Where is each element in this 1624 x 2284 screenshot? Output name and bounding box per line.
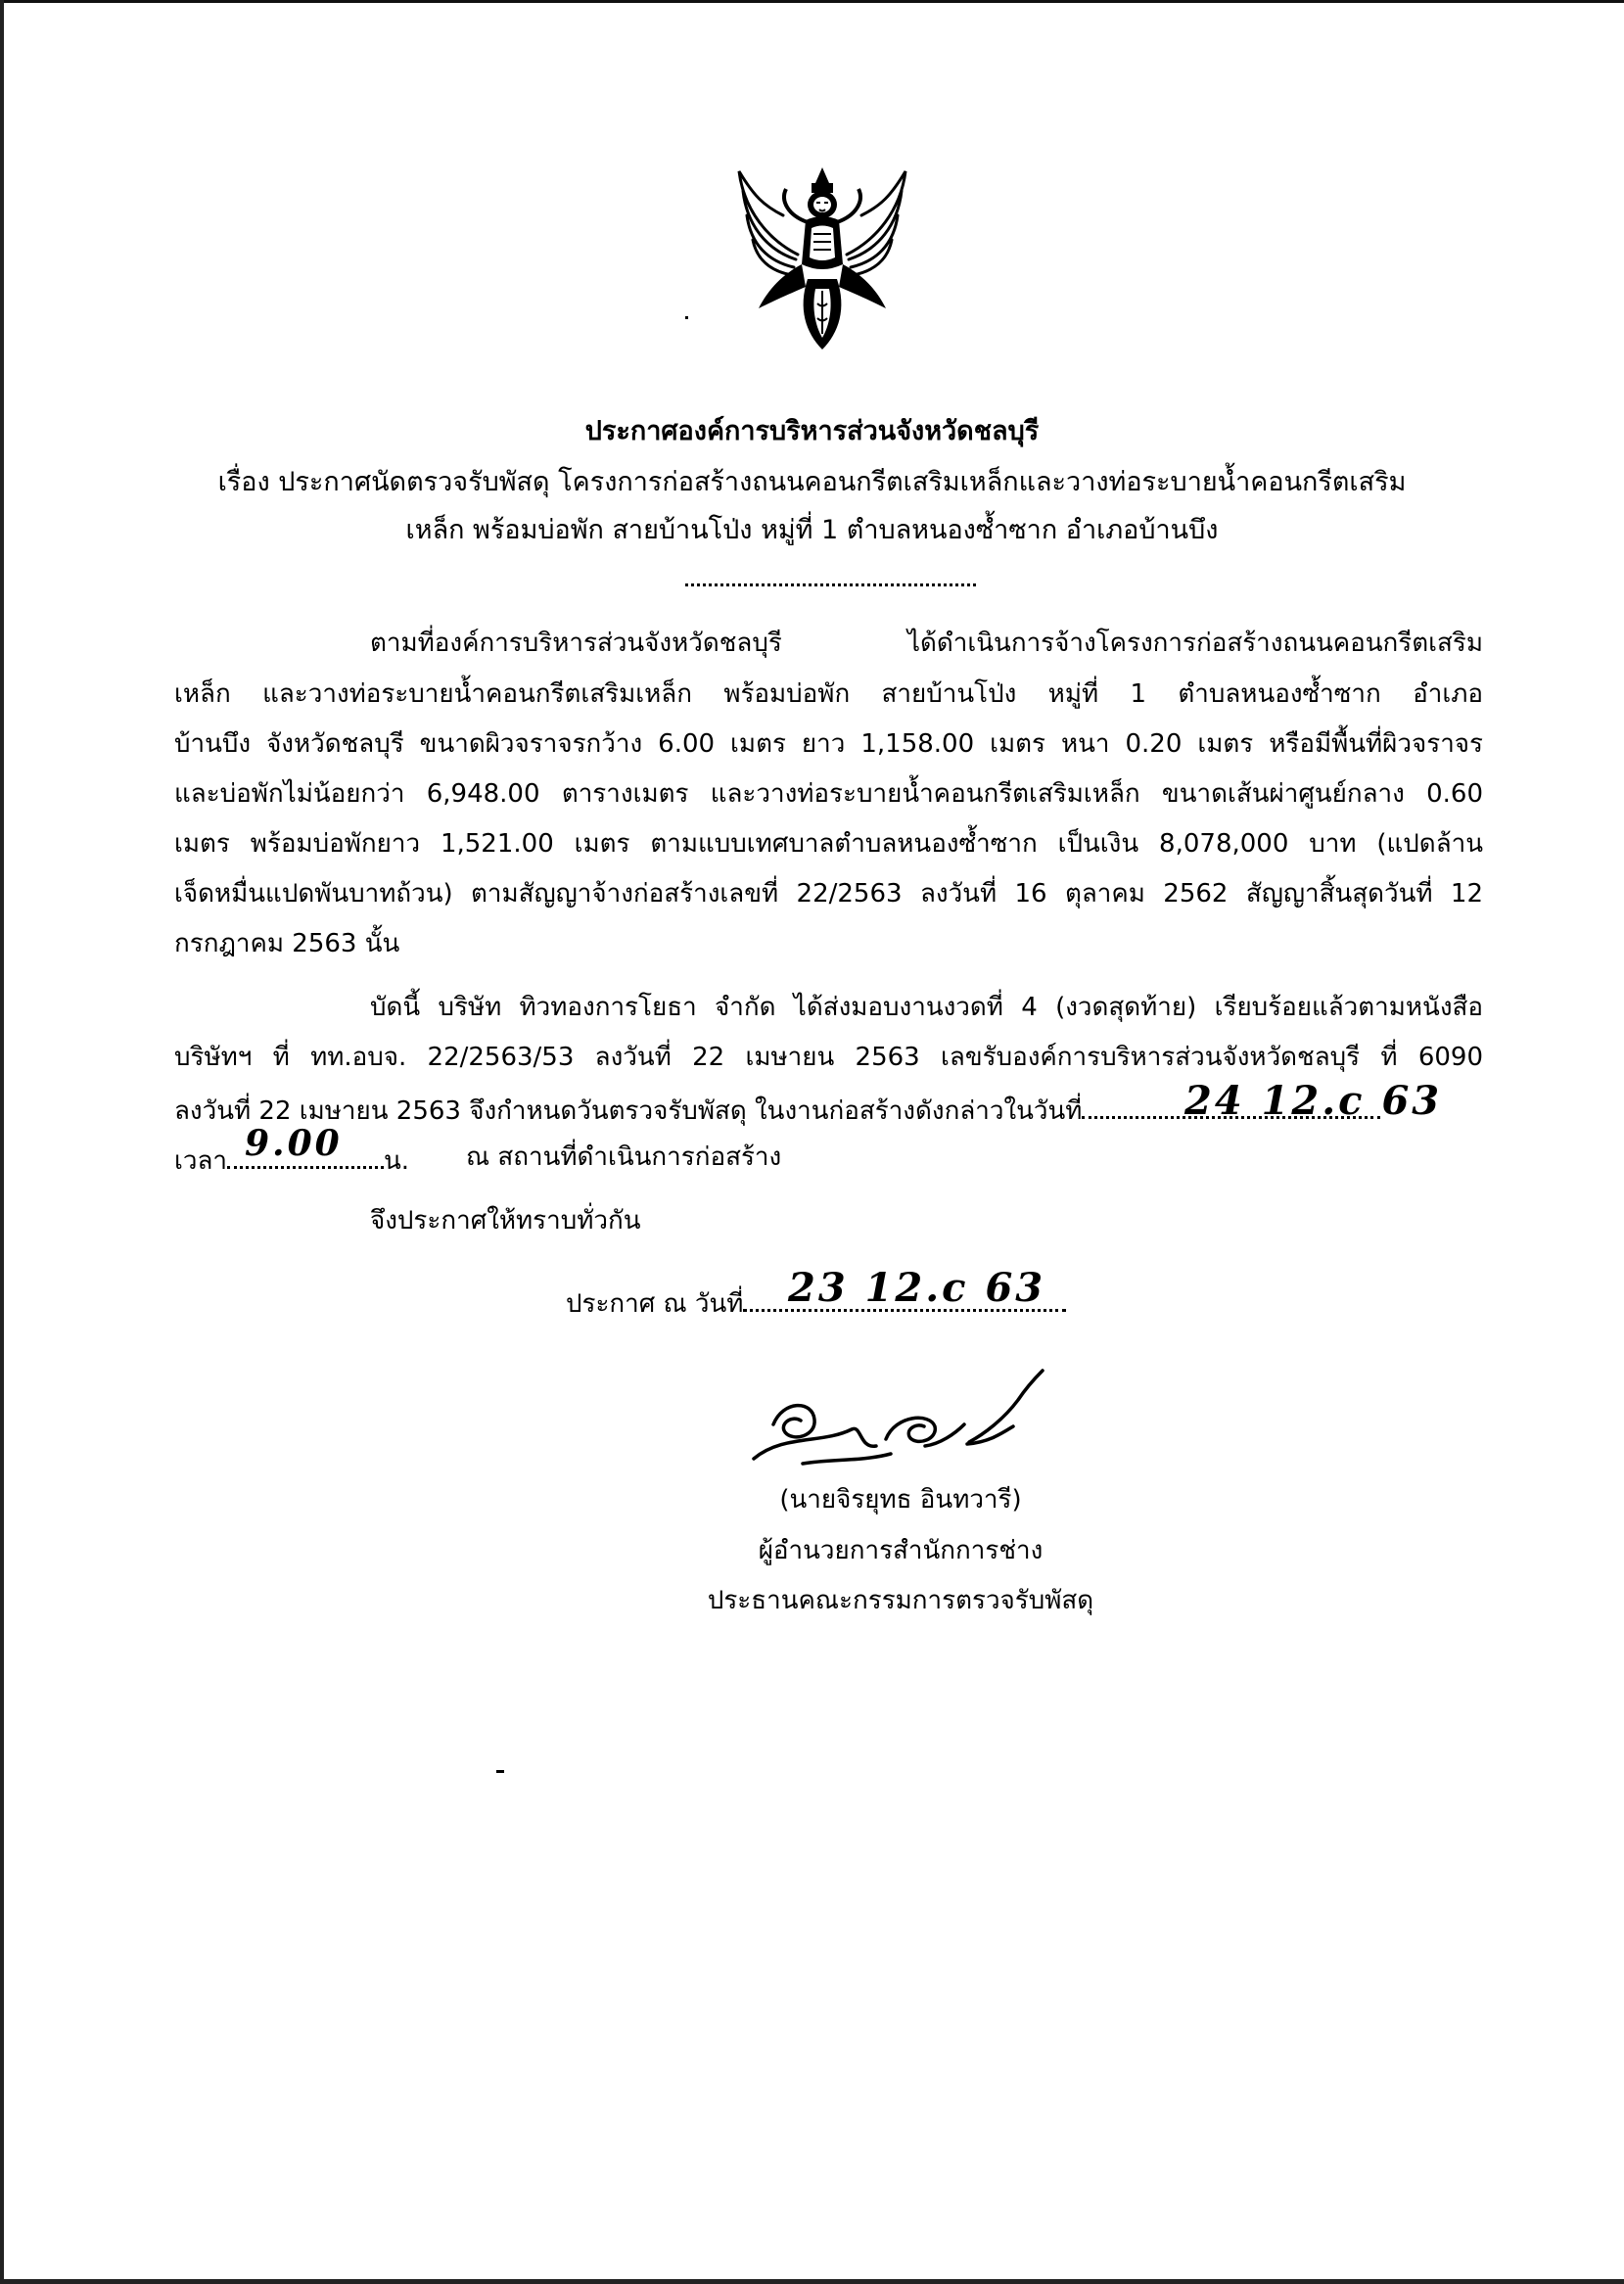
paragraph-line: บัดนี้ บริษัท ทิวทองการโยธา จำกัด ได้ส่งมอบงานงวดที่ 4 (งวดสุดท้าย) เรียบร้อยแล้วตามหนังสือ — [370, 993, 1483, 1022]
scan-speck — [685, 316, 688, 319]
handwritten-signature-icon — [744, 1366, 1067, 1483]
time-suffix: น. — [384, 1146, 410, 1176]
closing-text: จึงประกาศให้ทราบทั่วกัน — [370, 1206, 641, 1235]
garuda-emblem-icon — [729, 162, 915, 352]
paragraph-line: บ้านบึง จังหวัดชลบุรี ขนาดผิวจราจรกว้าง 6.00 เมตร ยาว 1,158.00 เมตร หนา 0.20 เมตร หรือมีพื้นที่ผิวจราจร — [174, 729, 1483, 759]
scan-speck — [496, 1770, 504, 1773]
subject-line: เหล็ก พร้อมบ่อพัก สายบ้านโป่ง หมู่ที่ 1 ตำบลหนองซ้ำซาก อำเภอบ้านบึง — [405, 515, 1219, 545]
paragraph-line: กรกฎาคม 2563 นั้น — [174, 929, 400, 958]
signatory-role: ประธานคณะกรรมการตรวจรับพัสดุ — [707, 1586, 1094, 1615]
signatory-name: (นายจิรยุทธ อินทวารี) — [779, 1485, 1022, 1515]
scan-edge-top — [0, 0, 1624, 3]
signatory-position: ผู้อำนวยการสำนักการช่าง — [758, 1536, 1044, 1565]
announcement-title: ประกาศองค์การบริหารส่วนจังหวัดชลบุรี — [584, 416, 1040, 446]
scan-edge-left — [0, 0, 4, 2284]
announce-date-label: ประกาศ ณ วันที่ — [566, 1289, 744, 1319]
paragraph-line: เหล็ก และวางท่อระบายน้ำคอนกรีตเสริมเหล็ก พร้อมบ่อพัก สายบ้านโป่ง หมู่ที่ 1 ตำบลหนองซ้ำซาก อำเภอ — [174, 679, 1483, 709]
announce-date-handwriting: 23 12.c 63 — [788, 1265, 1046, 1311]
paragraph-line: เมตร พร้อมบ่อพักยาว 1,521.00 เมตร ตามแบบเทศบาลตำบลหนองซ้ำซาก เป็นเงิน 8,078,000 บาท (แปดล้าน — [174, 829, 1483, 859]
paragraph-line-text: ลงวันที่ 22 เมษายน 2563 จึงกำหนดวันตรวจรับพัสดุ ในงานก่อสร้างดังกล่าวในวันที่ — [174, 1096, 1083, 1126]
paragraph-line: เจ็ดหมื่นแปดพันบาทถ้วน) ตามสัญญาจ้างก่อสร้างเลขที่ 22/2563 ลงวันที่ 16 ตุลาคม 2562 สัญญาสิ้นสุดวันที่ 12 — [174, 879, 1483, 909]
paragraph-line: และบ่อพักไม่น้อยกว่า 6,948.00 ตารางเมตร และวางท่อระบายน้ำคอนกรีตเสริมเหล็ก ขนาดเส้นผ่าศูนย์กลาง 0.60 — [174, 779, 1483, 809]
paragraph-line: ตามที่องค์การบริหารส่วนจังหวัดชลบุรี ได้ดำเนินการจ้างโครงการก่อสร้างถนนคอนกรีตเสริม — [370, 629, 1483, 658]
subject-line: เรื่อง ประกาศนัดตรวจรับพัสดุ โครงการก่อสร้างถนนคอนกรีตเสริมเหล็กและวางท่อระบายน้ำคอนกรีตเสริม — [217, 467, 1407, 497]
time-label: เวลา — [174, 1146, 228, 1176]
time-handwriting: 9.00 — [245, 1123, 343, 1164]
location-text: ณ สถานที่ดำเนินการก่อสร้าง — [466, 1142, 782, 1172]
inspection-date-handwriting: 24 12.c 63 — [1184, 1078, 1443, 1124]
scan-edge-bottom — [0, 2279, 1624, 2284]
heading-divider — [685, 583, 976, 586]
paragraph-line: บริษัทฯ ที่ ทท.อบจ. 22/2563/53 ลงวันที่ 22 เมษายน 2563 เลขรับองค์การบริหารส่วนจังหวัดชลบุรี ที่ 6090 — [174, 1043, 1483, 1072]
